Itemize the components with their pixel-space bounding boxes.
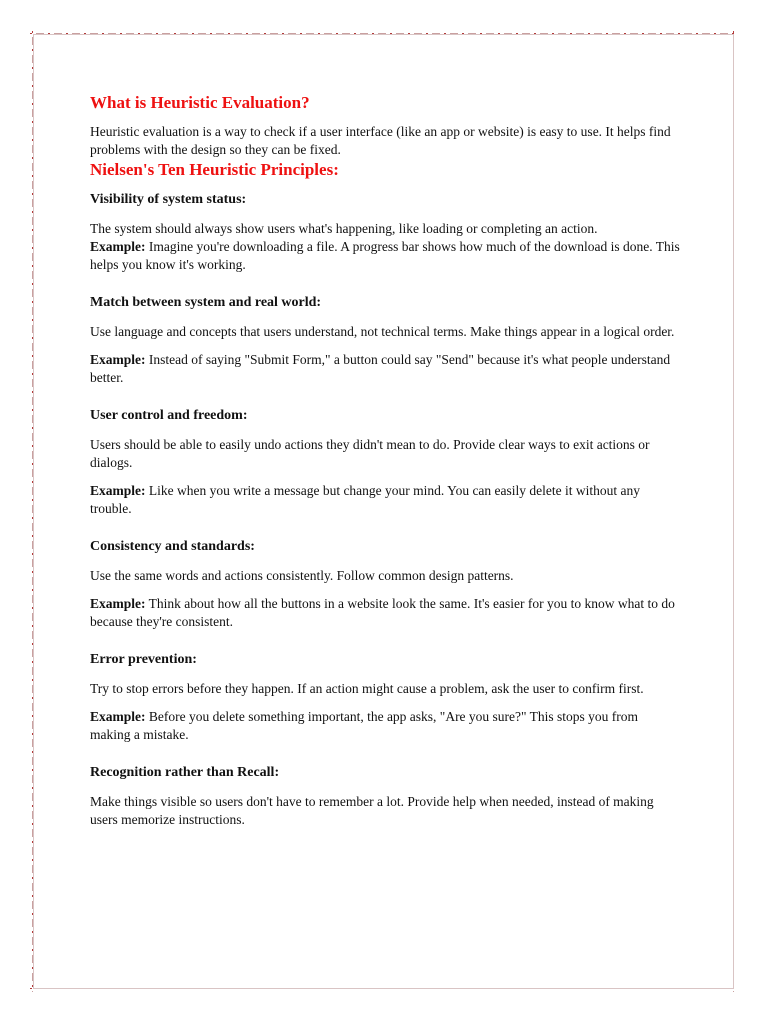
principle-example — [90, 595, 680, 631]
principle-consistency — [90, 538, 680, 631]
principle-example — [90, 351, 680, 387]
principle-heading: Error prevention: — [90, 652, 197, 667]
description-text: The system should always show users what's happening, like loading or completing an action. — [90, 221, 598, 236]
principle-description: Make things visible so users don't have to remember a lot. Provide help when needed, instead of making users memorize instructions. — [90, 794, 654, 827]
principle-description: Use the same words and actions consistently. Follow common design patterns. — [90, 568, 514, 583]
intro-text: Heuristic evaluation is a way to check if a user interface (like an app or website) is easy to use. It helps find problems with the design so they can be fixed. — [90, 124, 671, 157]
principle-description — [90, 220, 680, 274]
principle-recognition — [90, 764, 680, 829]
principle-heading: Recognition rather than Recall: — [90, 765, 280, 780]
principle-match-real-world — [90, 294, 680, 387]
principle-description: Try to stop errors before they happen. If an action might cause a problem, ask the user to confirm first. — [90, 681, 644, 696]
example-label: Example: — [90, 596, 146, 611]
example-label: Example: — [90, 352, 146, 367]
example-text: Before you delete something important, the app asks, "Are you sure?" This stops you from making a mistake. — [90, 709, 639, 742]
principle-heading: User control and freedom: — [90, 408, 248, 423]
document-content — [90, 92, 680, 829]
example-label: Example: — [90, 483, 146, 498]
principle-user-control — [90, 407, 680, 518]
principle-description: Users should be able to easily undo actions they didn't mean to do. Provide clear ways to exit actions or dialogs. — [90, 437, 650, 470]
example-label: Example: — [90, 709, 146, 724]
intro-title: What is Heuristic Evaluation? — [90, 93, 310, 112]
principle-description: Use language and concepts that users understand, not technical terms. Make things appear in a logical order. — [90, 324, 675, 339]
principle-example — [90, 708, 680, 744]
example-text: Instead of saying "Submit Form," a button could say "Send" because it's what people understand better. — [90, 352, 671, 385]
principles-title: Nielsen's Ten Heuristic Principles: — [90, 160, 339, 179]
principle-heading: Consistency and standards: — [90, 539, 255, 554]
example-text: Like when you write a message but change your mind. You can easily delete it without any trouble. — [90, 483, 641, 516]
principle-heading: Visibility of system status: — [90, 192, 247, 207]
example-text: Imagine you're downloading a file. A progress bar shows how much of the download is done. This helps you know it's working. — [90, 239, 680, 272]
principle-error-prevention — [90, 651, 680, 744]
example-label: Example: — [90, 239, 146, 254]
principle-example — [90, 482, 680, 518]
principle-visibility — [90, 191, 680, 274]
principles-list — [90, 191, 680, 829]
principle-heading: Match between system and real world: — [90, 295, 322, 310]
example-text: Think about how all the buttons in a website look the same. It's easier for you to know what to do because they're consistent. — [90, 596, 675, 629]
